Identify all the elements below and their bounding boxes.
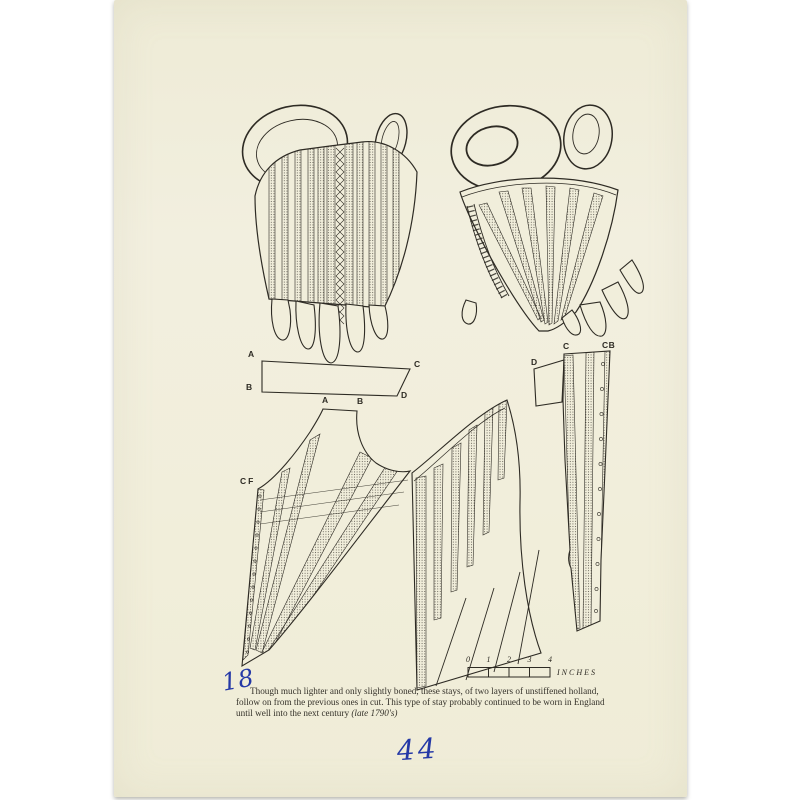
ruler-tick-3: 3 bbox=[527, 655, 532, 664]
strap-pattern-piece bbox=[262, 361, 410, 396]
back-label-c: C bbox=[563, 341, 570, 351]
strap-label-a: A bbox=[248, 349, 255, 359]
strap-label-b: B bbox=[246, 382, 253, 392]
back-label-cb: CB bbox=[602, 340, 616, 350]
plate-caption bbox=[236, 686, 648, 718]
stays-back-view-drawing bbox=[234, 95, 417, 363]
strap-label-c: C bbox=[414, 359, 421, 369]
book-page bbox=[114, 0, 687, 797]
ruler-unit-label: INCHES bbox=[557, 668, 597, 677]
side-pattern-piece bbox=[412, 400, 541, 690]
caption-line-3: until well into the next century (late 1790's) bbox=[236, 707, 398, 718]
ruler-tick-2: 2 bbox=[507, 655, 511, 664]
caption-date-italic: (late 1790's) bbox=[351, 707, 398, 718]
caption-line-2: follow on from the previous ones in cut. This type of stay probably continued to be worn in England bbox=[236, 696, 605, 707]
caption-line-1: Though much lighter and only slightly boned, these stays, of two layers of unstiffened holland, bbox=[250, 686, 599, 696]
front-cf-label: CF bbox=[240, 476, 256, 486]
ruler-tick-1: 1 bbox=[486, 655, 491, 664]
strap-label-d: D bbox=[401, 390, 408, 400]
stays-front-view-drawing bbox=[446, 99, 644, 336]
back-label-d: D bbox=[531, 357, 538, 367]
back-pattern-piece bbox=[534, 351, 610, 631]
handwritten-page-number: 44 bbox=[395, 731, 440, 768]
front-tab-label-b: B bbox=[357, 396, 364, 406]
ruler-tick-4: 4 bbox=[548, 655, 552, 664]
front-pattern-piece bbox=[242, 409, 410, 666]
ruler-tick-0: 0 bbox=[466, 655, 470, 664]
front-tab-label-a: A bbox=[322, 395, 329, 405]
handwritten-plate-number: 18 bbox=[219, 663, 257, 697]
